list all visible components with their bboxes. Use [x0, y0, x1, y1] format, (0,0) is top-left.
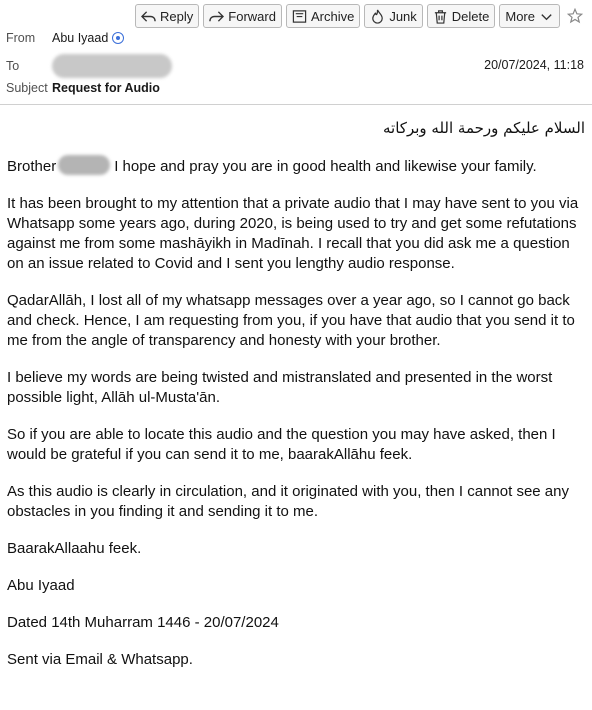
header-divider: [0, 104, 592, 105]
junk-flame-icon: [370, 9, 385, 24]
from-label: From: [6, 31, 36, 45]
subject-row: [6, 81, 160, 95]
archive-label: Archive: [310, 8, 355, 24]
reply-label: Reply: [160, 8, 194, 24]
brother-prefix: Brother: [7, 158, 57, 175]
more-button[interactable]: [499, 4, 560, 28]
forward-button[interactable]: [203, 4, 282, 28]
reply-button[interactable]: [135, 4, 199, 28]
forward-icon: [209, 9, 224, 24]
sender-name[interactable]: Abu Iyaad: [52, 31, 109, 45]
forward-label: Forward: [228, 8, 276, 24]
more-label: More: [505, 8, 535, 24]
paragraph-audio-context: It has been brought to my attention that a private audio that I may have sent to you via Whatsapp some years ago, during 2020, is being used to try and get some refutations against me from some mashāyikh in Madīnah. I recall that you did ask me a question on an issue related to Covid and I sent you lengthy audio response.: [7, 195, 579, 272]
delete-label: Delete: [451, 8, 490, 24]
paragraph-dated: Dated 14th Muharram 1446 - 20/07/2024: [7, 614, 279, 631]
to-row: [6, 54, 172, 78]
arabic-greeting: السلام عليكم ورحمة الله وبركاته: [383, 119, 585, 137]
brother-suffix: I hope and pray you are in good health and likewise your family.: [114, 158, 537, 175]
paragraph-request: QadarAllāh, I lost all of my whatsapp messages over a year ago, so I cannot go back and check. Hence, I am requesting from you, if you have that audio that you send it to me from the angle of transparency and honesty with your brother.: [7, 292, 575, 349]
message-header: [0, 0, 592, 104]
paragraph-sent-via: Sent via Email & Whatsapp.: [7, 651, 193, 668]
chevron-down-icon: [539, 9, 554, 24]
archive-icon: [292, 9, 307, 24]
archive-button[interactable]: [286, 4, 360, 28]
to-label: To: [6, 59, 20, 73]
redacted-name: [58, 155, 110, 175]
junk-button[interactable]: [364, 4, 422, 28]
redacted-recipient: [52, 54, 172, 78]
message-body: [7, 118, 587, 687]
paragraph-circulation: As this audio is clearly in circulation, and it originated with you, then I cannot see any obstacles in you finding it and sending it to me.: [7, 483, 569, 520]
star-icon[interactable]: [566, 7, 584, 25]
paragraph-locate-audio: So if you are able to locate this audio and the question you may have asked, then I would be grateful if you can send it to me, baarakAllāhu feek.: [7, 426, 556, 463]
reply-icon: [141, 9, 156, 24]
junk-label: Junk: [389, 8, 417, 24]
signature-name: Abu Iyaad: [7, 577, 75, 594]
from-row: [6, 31, 124, 45]
paragraph-greeting: [7, 155, 587, 177]
trash-icon: [433, 9, 448, 24]
paragraph-twisted-words: I believe my words are being twisted and mistranslated and presented in the worst possible light, Allāh ul-Musta'ān.: [7, 369, 553, 406]
contact-icon[interactable]: [112, 32, 124, 44]
subject-label: Subject: [6, 81, 48, 95]
subject-text: Request for Audio: [52, 81, 160, 95]
message-toolbar: [135, 4, 584, 28]
paragraph-closing: BaarakAllaahu feek.: [7, 540, 142, 557]
message-date: 20/07/2024, 11:18: [484, 58, 584, 72]
delete-button[interactable]: [427, 4, 496, 28]
